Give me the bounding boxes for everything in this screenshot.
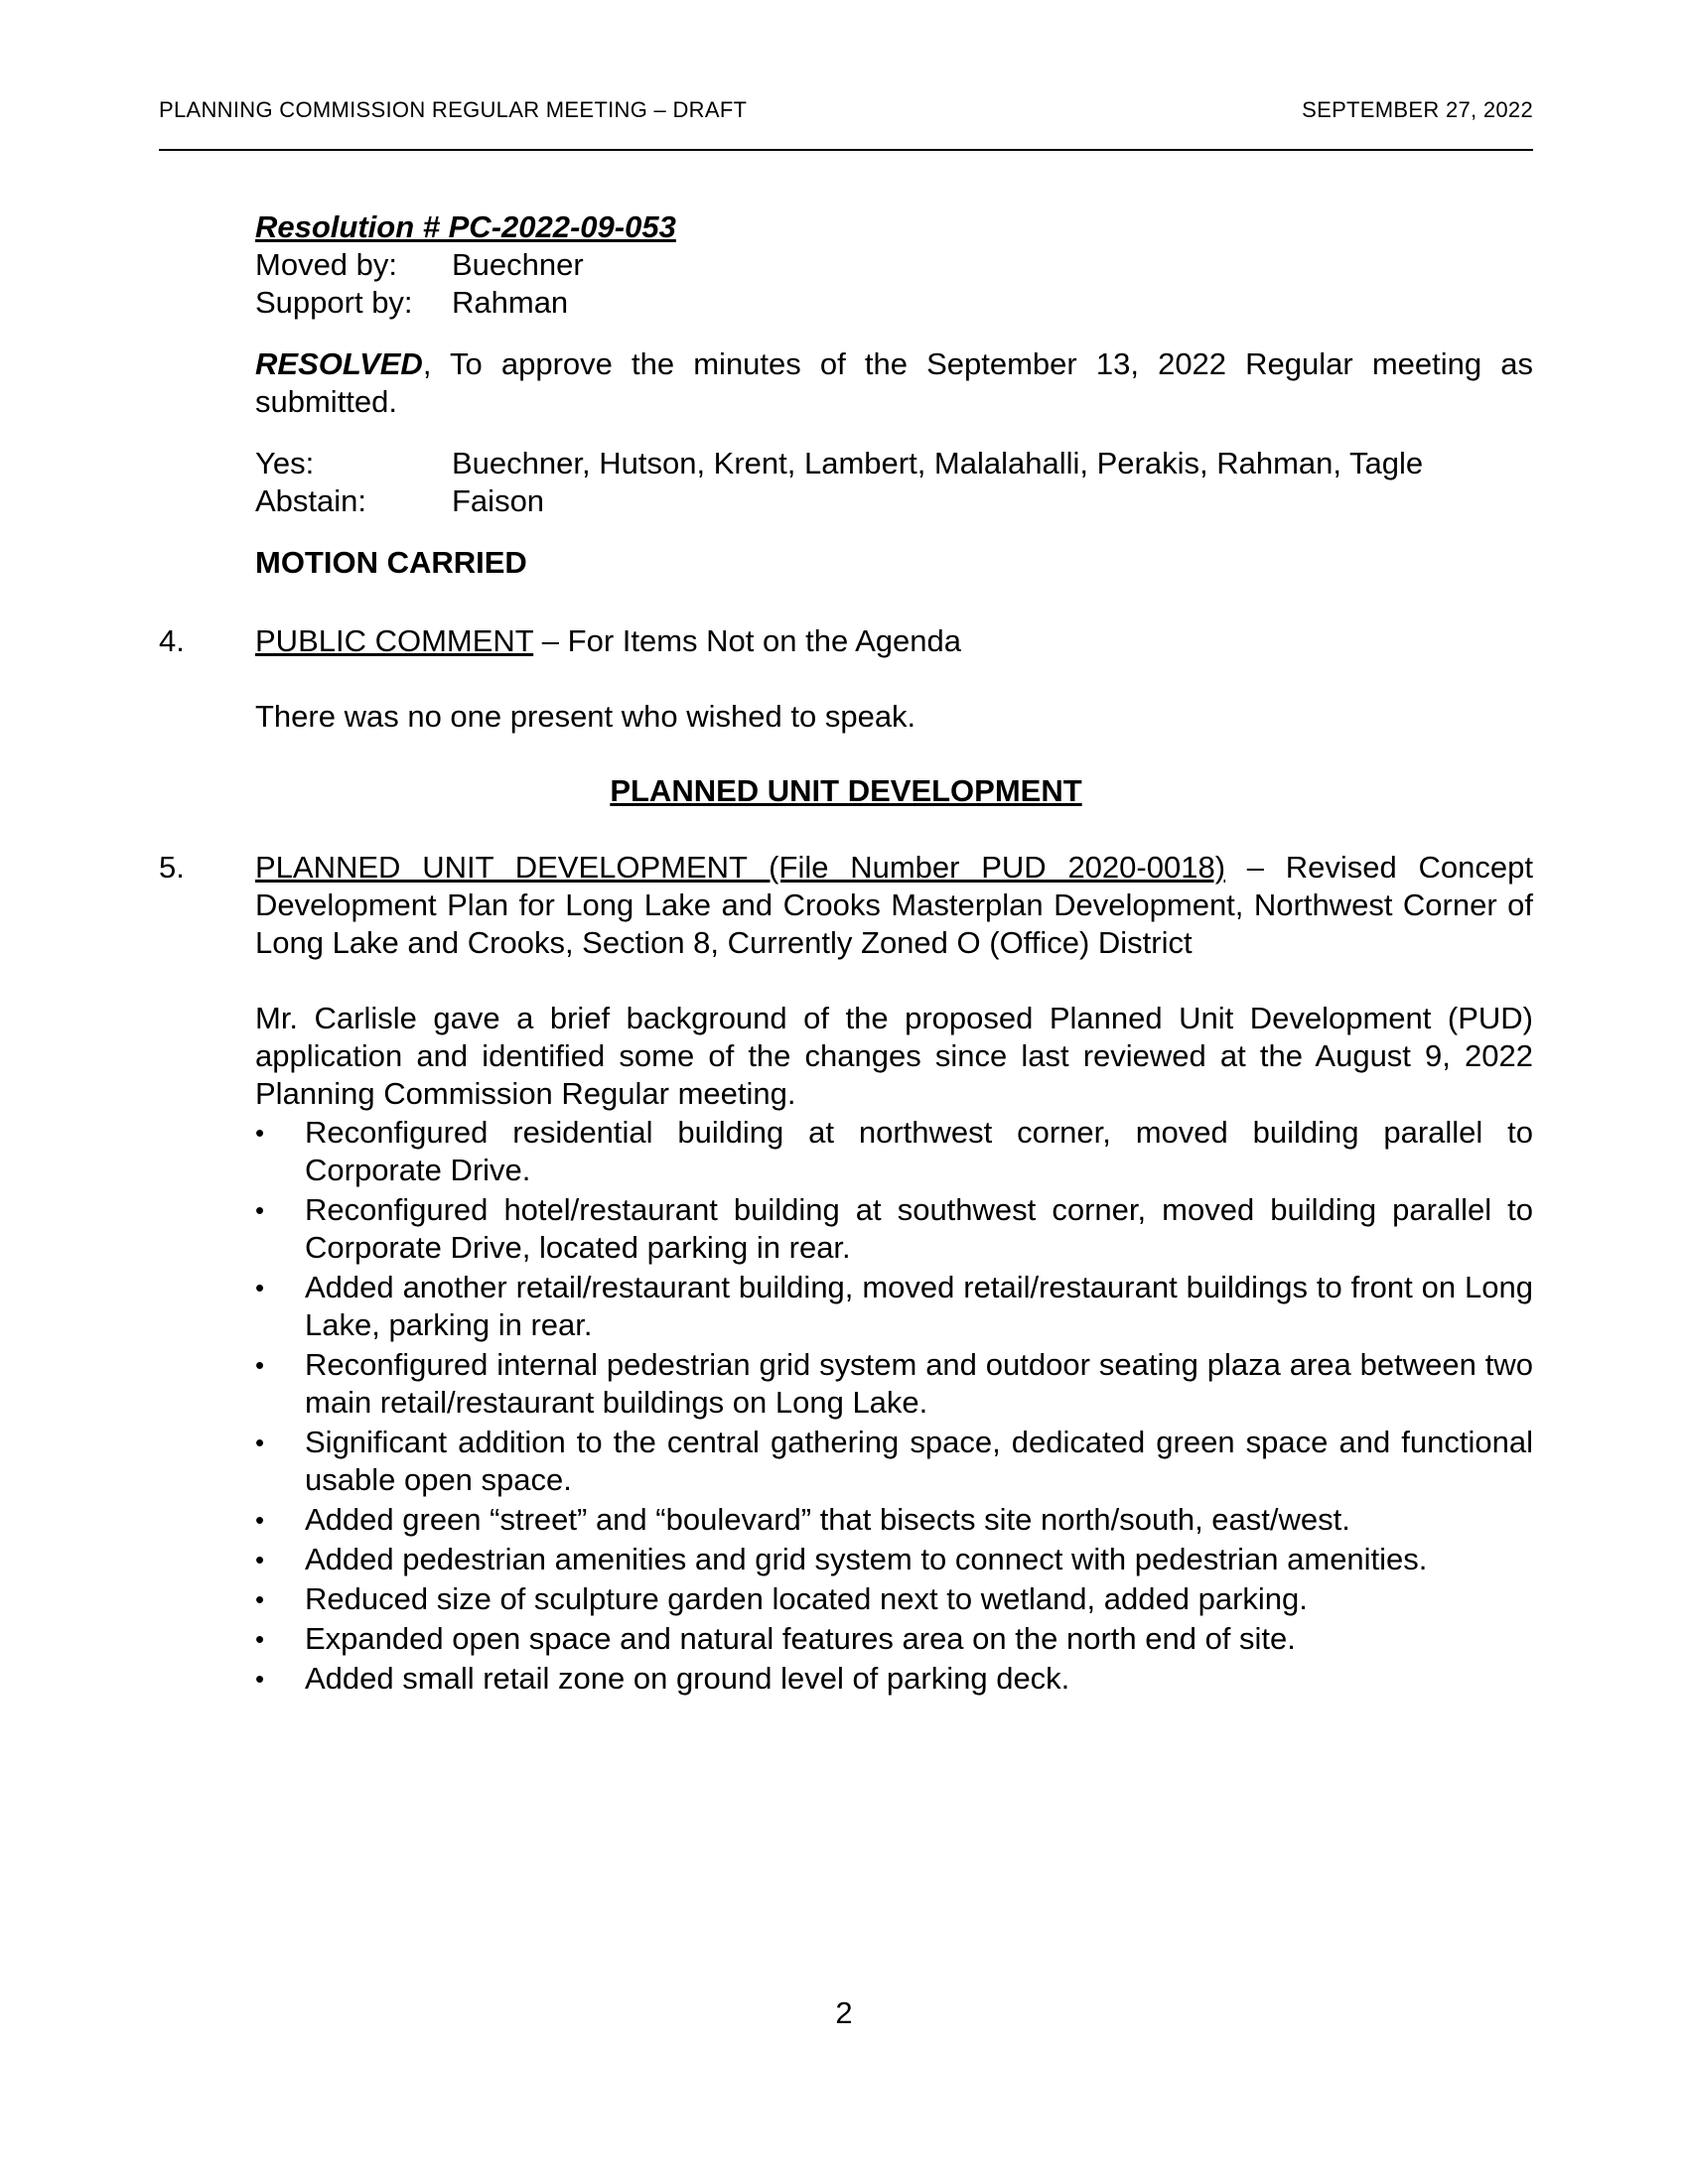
- bullet-icon: •: [255, 1428, 265, 1457]
- list-item: [255, 1269, 1533, 1344]
- yes-label: Yes:: [255, 446, 315, 480]
- yes-vote-row: [255, 445, 1533, 482]
- list-item: [255, 1424, 1533, 1499]
- item-4-heading: [255, 622, 1533, 660]
- bullet-icon: •: [255, 1273, 265, 1302]
- list-item: [255, 1541, 1533, 1578]
- bullet-icon: •: [255, 1545, 265, 1574]
- header-divider: [159, 149, 1533, 151]
- bullet-icon: •: [255, 1584, 265, 1614]
- page-header: [159, 97, 1533, 123]
- bullet-icon: •: [255, 1664, 265, 1694]
- list-item-text: Expanded open space and natural features area on the north end of site.: [305, 1621, 1296, 1656]
- bullet-icon: •: [255, 1350, 265, 1380]
- list-item-text: Reconfigured internal pedestrian grid system and outdoor seating plaza area between two main retail/restaurant buildings on Long Lake.: [305, 1347, 1533, 1420]
- vote-block: [255, 445, 1533, 520]
- resolved-paragraph: [255, 345, 1533, 421]
- list-item-text: Added green “street” and “boulevard” that bisects site north/south, east/west.: [305, 1502, 1350, 1537]
- header-title: PLANNING COMMISSION REGULAR MEETING – DRAFT: [159, 97, 748, 122]
- item-5-intro: Mr. Carlisle gave a brief background of the proposed Planned Unit Development (PUD) application and identified some of the changes since last reviewed at the August 9, 2022 Planning Commission Regular meeting.: [255, 1001, 1533, 1111]
- support-by-label: Support by:: [255, 285, 413, 320]
- list-item: [255, 1346, 1533, 1422]
- support-by-value: Rahman: [452, 285, 569, 320]
- item-4-title: PUBLIC COMMENT: [255, 623, 534, 658]
- moved-by-label: Moved by:: [255, 247, 398, 282]
- list-item-text: Significant addition to the central gathering space, dedicated green space and functional usable open space.: [305, 1425, 1533, 1497]
- bullet-icon: •: [255, 1118, 265, 1148]
- list-item-text: Reconfigured residential building at northwest corner, moved building parallel to Corporate Drive.: [305, 1115, 1533, 1187]
- support-by-row: [255, 284, 1533, 322]
- resolution-title: Resolution # PC-2022-09-053: [255, 209, 676, 244]
- yes-value: Buechner, Hutson, Krent, Lambert, Malalahalli, Perakis, Rahman, Tagle: [452, 446, 1424, 480]
- list-item-text: Added small retail zone on ground level of parking deck.: [305, 1661, 1070, 1696]
- item-4-note: There was no one present who wished to speak.: [255, 699, 916, 734]
- list-item: [255, 1501, 1533, 1539]
- resolved-text: , To approve the minutes of the September 13, 2022 Regular meeting as submitted.: [255, 346, 1533, 419]
- changes-list: [255, 1114, 1533, 1700]
- list-item-text: Added another retail/restaurant building, moved retail/restaurant buildings to front on Long Lake, parking in rear.: [305, 1270, 1533, 1342]
- agenda-item-4: [159, 622, 1533, 660]
- resolved-keyword: RESOLVED: [255, 346, 423, 381]
- list-item-text: Added pedestrian amenities and grid system to connect with pedestrian amenities.: [305, 1542, 1428, 1576]
- item-5-heading: [255, 849, 1533, 962]
- list-item-text: Reconfigured hotel/restaurant building at southwest corner, moved building parallel to Corporate Drive, located parking in rear.: [305, 1192, 1533, 1265]
- agenda-item-5: [159, 849, 1533, 962]
- bullet-icon: •: [255, 1624, 265, 1654]
- moved-by-value: Buechner: [452, 247, 584, 282]
- list-item: [255, 1580, 1533, 1618]
- item-5-subtitle: – Revised Concept Development Plan for Long Lake and Crooks Masterplan Development, Northwest Corner of Long Lake and Crooks, Section 8, Currently Zoned O (Office) District: [255, 850, 1533, 960]
- bullet-icon: •: [255, 1195, 265, 1225]
- header-date: SEPTEMBER 27, 2022: [1302, 97, 1533, 122]
- list-item: [255, 1660, 1533, 1698]
- item-5-number: 5.: [159, 850, 185, 885]
- bullet-icon: •: [255, 1505, 265, 1535]
- item-4-subtitle: – For Items Not on the Agenda: [533, 623, 961, 658]
- abstain-label: Abstain:: [255, 483, 367, 518]
- section-heading: PLANNED UNIT DEVELOPMENT: [610, 773, 1082, 808]
- list-item: [255, 1114, 1533, 1189]
- page-number: 2: [835, 1995, 853, 2030]
- list-item: [255, 1191, 1533, 1267]
- motion-carried: MOTION CARRIED: [255, 545, 527, 580]
- list-item-text: Reduced size of sculpture garden located next to wetland, added parking.: [305, 1581, 1308, 1616]
- abstain-value: Faison: [452, 483, 545, 518]
- abstain-vote-row: [255, 482, 1533, 520]
- resolution-block: [255, 208, 1533, 582]
- moved-by-row: [255, 246, 1533, 284]
- item-5-title: PLANNED UNIT DEVELOPMENT (File Number PUD 2020-0018): [255, 850, 1226, 885]
- item-4-number: 4.: [159, 623, 185, 658]
- list-item: [255, 1620, 1533, 1658]
